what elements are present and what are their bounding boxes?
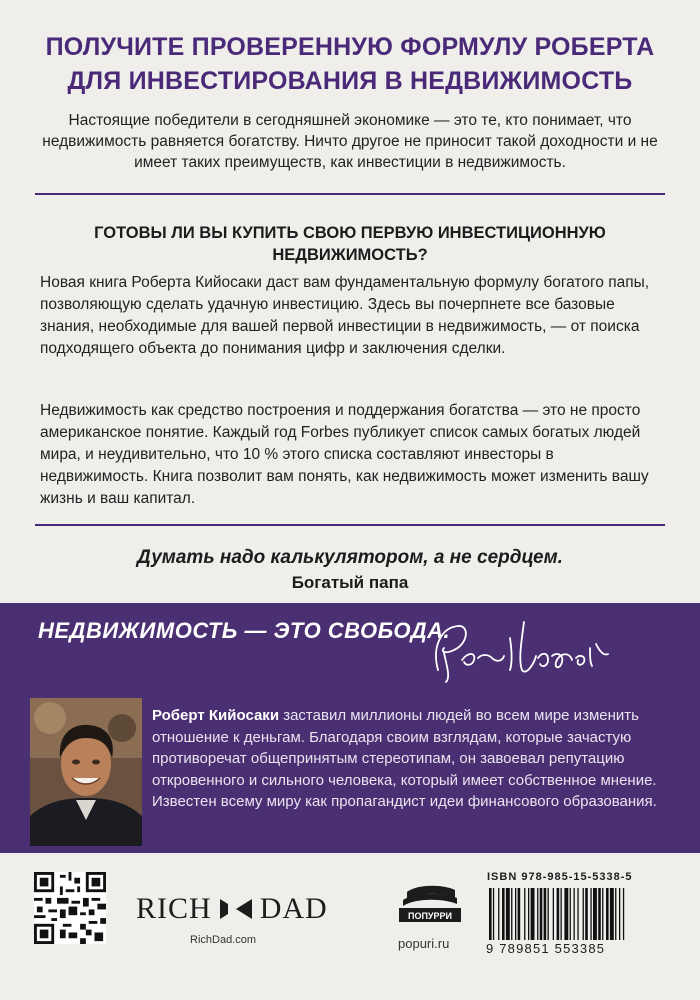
richdad-logo-left: RICH [136,892,212,926]
isbn-label: ISBN 978-985-15-5338-5 [487,871,633,883]
qr-code-icon [34,872,106,944]
quote-author: Богатый папа [291,573,409,592]
intro-text: Настоящие победители в сегодняшней экономике — это те, кто понимает, что недвижимость равняется богатству. Ничто другое не приносит такой доходности и не имеет таких преимуществ, как инвестиции в недвижимость. [42,112,658,171]
divider [35,524,665,526]
band-title: НЕДВИЖИМОСТЬ — ЭТО СВОБОДА. [38,618,451,643]
richdad-logo-right: DAD [259,892,328,926]
richdad-logo [136,890,328,930]
quote-block [20,545,680,595]
richdad-url: RichDad.com [190,934,257,946]
author-bio [152,705,672,813]
barcode-icon [487,888,673,940]
author-bio-text: заставил миллионы людей во всем мире изменить отношение к деньгам. Благодаря своим взглядам, которые зачастую противоречат общепринятым стереотипам, он завоевал репутацию откровенного и сильного человека, который имеет собственное мнение. Известен всему миру как пропагандист идеи финансового образования. [152,707,657,810]
headline: ПОЛУЧИТЕ ПРОВЕРЕННУЮ ФОРМУЛУ РОБЕРТА ДЛЯ ИНВЕСТИРОВАНИЯ В НЕДВИЖИМОСТЬ [45,33,655,95]
paragraph-1: Новая книга Роберта Кийосаки даст вам фундаментальную формулу богатого папы, позволяющую сделать удачную инвестицию. Здесь вы почерпнете все базовые знания, необходимые для вашей первой инвестиции в недвижимость, — от поиска подходящего объекта до понимания цифр и заключения сделки. [40,274,650,357]
popuri-logo [397,878,463,928]
popuri-url: popuri.ru [398,936,450,951]
popuri-label: ПОПУРРИ [407,911,453,921]
paragraph-2: Недвижимость как средство построения и поддержания богатства — это не просто американское понятие. Каждый год Forbes публикует список самых богатых людей мира, и неудивительно, что 10 % этого списка составляют инвесторы в недвижимость. Книга позволит вам понять, как недвижимость может изменить вашу жизнь и ваш капитал. [40,402,649,507]
signature-image [418,608,618,688]
quote-text: Думать надо калькулятором, а не сердцем. [137,547,563,568]
author-photo [30,698,142,846]
divider [35,193,665,195]
author-name: Роберт Кийосаки [152,707,280,724]
richdad-emblem-icon [218,893,254,925]
barcode-digits: 9 789851 553385 [486,941,606,956]
subheading: ГОТОВЫ ЛИ ВЫ КУПИТЬ СВОЮ ПЕРВУЮ ИНВЕСТИЦИОННУЮ НЕДВИЖИМОСТЬ? [94,224,606,264]
